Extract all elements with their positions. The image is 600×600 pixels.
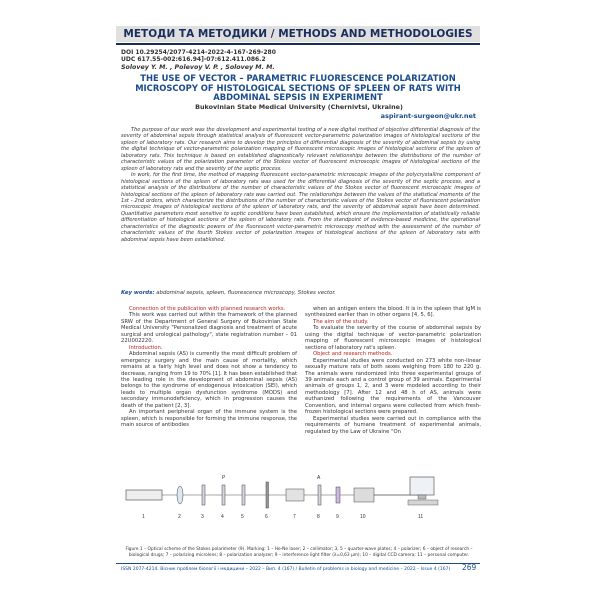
body-column-right [305,306,481,435]
section-heading: Introduction. [129,344,163,351]
figure-label-2: 2 [178,514,181,520]
computer-stand [418,495,426,499]
computer-keyboard [408,500,438,505]
abstract-paragraph: The purpose of our work was the development and experimental testing of a new digital method of objective differential diagnosis of the severity of abdominal sepsis through statistical analysis of fluorescent vector-parametric polarization images of histological sections of the spleen of laboratory rats. Our research aims to develop the principles of differential diagnosis of the severity of abdominal sepsis by using the digital technique of vector-parametric polarization mapping of fluorescent microscopic images of histological sections of the spleen of laboratory rats. This technique is based on established diagnostically relevant relationships between the distributions of the number of characteristic values of the polarization parameter of the Stokes vector of fluorescent microscopic images of histological sections of the spleen of laboratory rats and the severity of the septic process. [121,127,480,172]
figure-label-10: 10 [360,514,366,520]
figure-caption: Figure 1 – Optical scheme of the Stokes polarimeter (9). Marking: 1 – He-Ne laser; 2 – collimator; 3, 5 – quarter-wave plates; 4 – polarizer; 6 – object of research – biological drugs; 7 – polarizing microlens; 8 – polarization analyzer; 9 – interference light filter (λ=0,63 μm); 10 – digital CCD camera; 11 – personal computer. [125,547,473,558]
computer-element [410,477,434,495]
figure-label-8: 8 [317,514,320,520]
abstract-paragraph: In work, for the first time, the method of mapping fluorescent vector-parametric microscopic images of the polycrystalline component of histological sections of the spleen of laboratory rats was used for the differential diagnosis of the severity of the septic process, and a statistical analysis of the distributions of the number of characteristic values of the Stokes vector of fluorescent microscopic images of histological sections of the spleen of laboratory rats was carried out. The relationships between the values of the statistical moments of the 1st - 2nd orders, which characterize the distributions of the number of characteristic values of the Stokes vector of fluorescent polarization microscopic images of histological sections of the spleen of laboratory rats, and the severity of abdominal sepsis have been determined. Quantitative parameters most sensitive to septic conditions have been established, which ensure the implementation of statistically reliable differentiation of histological sections of the spleen of laboratory rats. From the standpoint of evidence-based medicine, the operational characteristics of the diagnostic powers of the fluorescent vector-parametric microscopy method with the assessment of the number of characteristic values of the fourth Stokes vector of polarization images of histological sections of the spleen of laboratory rats with abdominal sepsis have been established. [121,172,480,243]
body-paragraph: Experimental studies were conducted on 273 white non-linear sexually mature rats of both sexes weighing from 180 to 220 g. The animals were randomized into three experimental groups of 39 animals each and a control group of 39 animals. Experimental animals of groups 1, 2, and 3 were modeled according to their methodology [7]. After 12 and 48 h of AS, animals were euthanized following the requirements of the Vancouver Convention, and internal organs were collected from which fresh-frozen histological sections were prepared. [305,357,481,416]
body-paragraph: An important peripheral organ of the immune system is the spleen, which is responsible for forming the immune response, the main source of antibodies [121,409,297,429]
section-heading: The aim of the study. [313,318,369,325]
quarter-wave-plate-element [202,485,205,505]
object-element [266,482,269,508]
keywords [121,290,477,296]
figure-label-11: 11 [418,514,424,520]
analyzer-element [318,485,321,505]
authors: Solovey Y. M. , Polevoy V. P. , Solovey M. M. [121,64,275,71]
keywords-label: Key words: [121,290,155,296]
body-column-left [121,306,297,429]
figure-label-1: 1 [142,514,145,520]
page-number: 269 [462,563,477,572]
collimator-element [177,486,183,504]
article-title: THE USE OF VECTOR – PARAMETRIC FLUORESCENCE POLARIZATION MICROSCOPY OF HISTOLOGICAL SECTIONS OF SPLEEN OF RATS WITH ABDOMINAL SEPSIS IN EXPERIMENT [135,73,461,103]
figure-label-9: 9 [336,514,339,520]
journal-section-header: МЕТОДИ ТА МЕТОДИКИ / METHODS AND METHODOLOGIES [116,26,480,42]
section-heading: Connection of the publication with planned research works. [129,306,286,312]
polarizer-element [222,485,225,505]
section-heading: Object and research methods. [313,351,393,358]
quarter-wave-plate-element [242,485,245,505]
camera-element [354,488,374,502]
figure-label-3: 3 [201,514,204,520]
microlens-element [286,489,304,501]
figure-label-5: 5 [241,514,244,520]
figure-label-6: 6 [265,514,268,520]
footer-divider [116,563,480,564]
udc-line: UDC 617.55-002:616.94]-07:612.411.086.2 [121,56,266,63]
contact-email[interactable]: aspirant-surgeon@ukr.net [380,112,476,120]
body-paragraph: Experimental studies were carried out in compliance with the requirements of humane treatment of experimental animals, regulated by the Law of Ukraine "On [305,415,481,435]
body-paragraph: Abdominal sepsis (AS) is currently the most difficult problem of emergency surgery and the main cause of mortality, which remains at a fairly high level and does not show a tendency to decrease, ranging from 19 to 70% [1]. It has been established that the leading role in the development of abdominal sepsis (AS) belongs to the syndrome of endogenous intoxication (SEI), which leads to multiple organ dysfunction syndrome (MODS) and secondary immunodeficiency, which in progression causes the death of the patient [2, 3]. [121,351,297,409]
abstract [121,127,480,243]
header-divider [116,43,480,45]
laser-element [126,490,162,500]
figure-label-4: 4 [221,514,224,520]
keywords-text: abdominal sepsis, spleen, fluorescence microscopy, Stokes vector. [156,290,336,296]
doi-line: DOI 10.29254/2077-4214-2022-4-167-269-280 [121,49,276,56]
filter-element [336,487,340,503]
footer-journal-line: ISSN 2077-4214. Вісник проблем біології і медицини – 2022 – Вип. 4 (167) / Bulletin of problems in biology and medicine – 2022 – Issue 4 (167) [121,567,451,572]
body-paragraph: This work was carried out within the framework of the planned SRW of the Department of General Surgery of Bukovinian State Medical University "Personalized diagnosis and treatment of acute surgical and urological pathology", state registration number – 01 22U002220. [121,312,297,345]
figure-label-7: 7 [293,514,296,520]
analyzer-letter: A [317,475,321,481]
affiliation: Bukovinian State Medical University (Chernivtsi, Ukraine) [195,103,403,111]
polarizer-letter: P [222,475,226,481]
body-paragraph: when an antigen enters the blood. It is in the spleen that IgM is synthesized earlier than in other organs [4, 5, 6]. [305,306,481,319]
body-paragraph: To evaluate the severity of the course of abdominal sepsis by using the digital technique of vector-parametric polarization mapping of fluorescent microscopic images of histological sections of laboratory rat's spleen. [305,325,481,351]
